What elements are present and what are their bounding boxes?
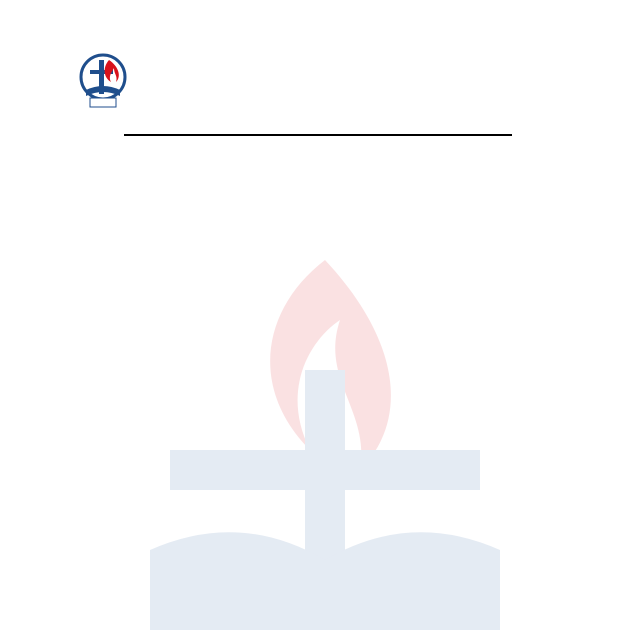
header-divider [124, 134, 512, 136]
list-item [128, 411, 146, 429]
list-item [128, 429, 146, 447]
list-item [128, 394, 146, 412]
candle-border-left [2, 0, 28, 630]
church-logo-icon [78, 52, 128, 110]
thanks-list [128, 376, 146, 446]
candle-border-top [0, 2, 638, 28]
list-item [128, 376, 146, 394]
candle-border-right [610, 0, 636, 630]
watermark-logo-icon [110, 250, 540, 630]
